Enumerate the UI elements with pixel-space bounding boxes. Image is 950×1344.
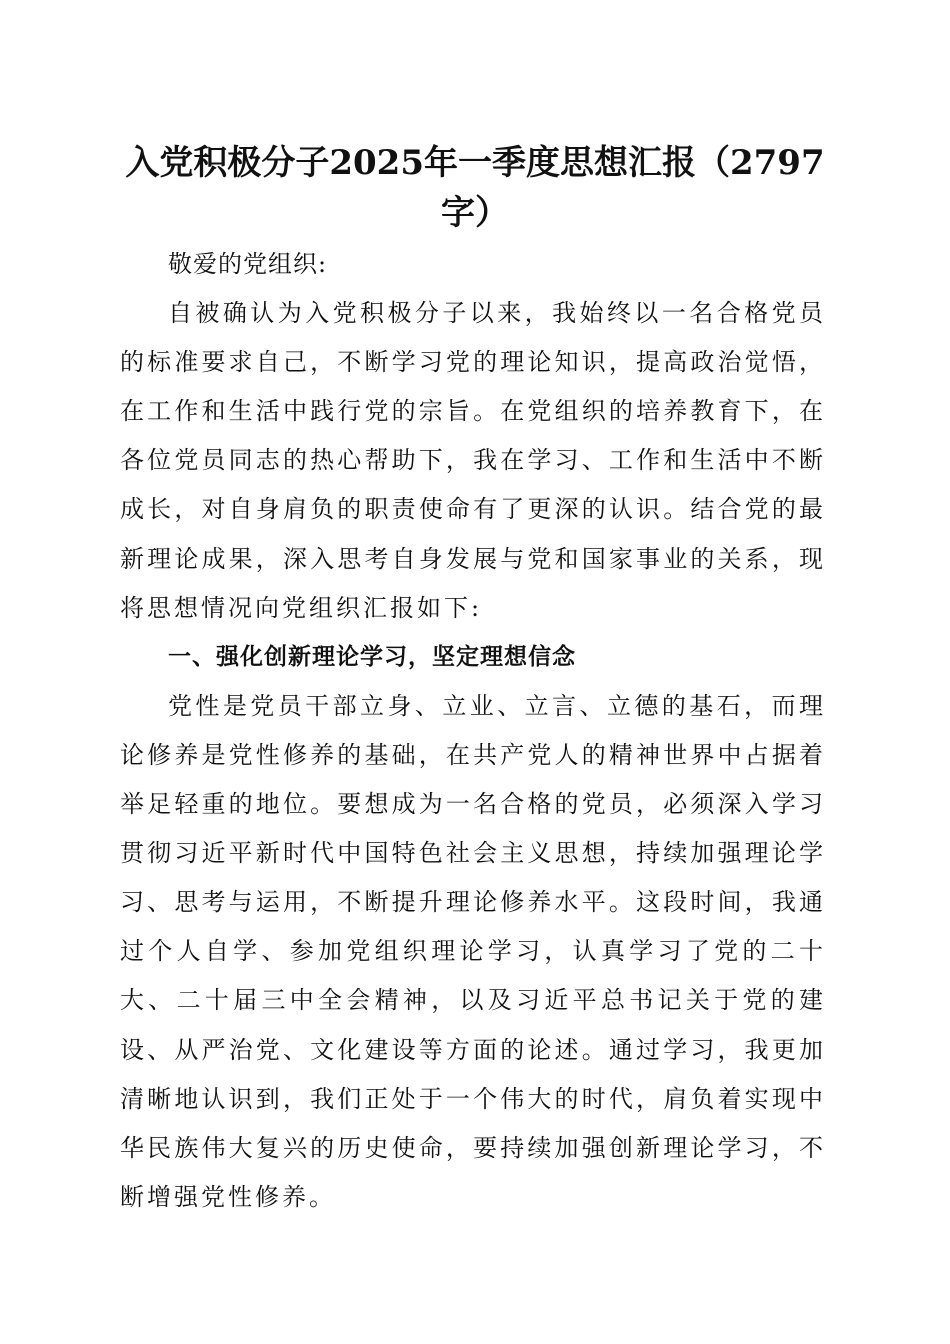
intro-paragraph: 自被确认为入党积极分子以来，我始终以一名合格党员的标准要求自己，不断学习党的理论知识，提高政治觉悟，在工作和生活中践行党的宗旨。在党组织的培养教育下，在各位党员同志的热心帮助下，我在学习、工作和生活中不断成长，对自身肩负的职责使命有了更深的认识。结合党的最新理论成果，深入思考自身发展与党和国家事业的关系，现将思想情况向党组织汇报如下:	[120, 299, 826, 622]
document-title: 入党积极分子2025年一季度思想汇报（2797字）	[125, 143, 825, 233]
document-body	[120, 240, 826, 1222]
section-heading: 一、强化创新理论学习，坚定理想信念	[168, 643, 576, 670]
section-paragraph: 党性是党员干部立身、立业、立言、立德的基石，而理论修养是党性修养的基础，在共产党人的精神世界中占据着举足轻重的地位。要想成为一名合格的党员，必须深入学习贯彻习近平新时代中国特色社会主义思想，持续加强理论学习、思考与运用，不断提升理论修养水平。这段时间，我通过个人自学、参加党组织理论学习，认真学习了党的二十大、二十届三中全会精神，以及习近平总书记关于党的建设、从严治党、文化建设等方面的论述。通过学习，我更加清晰地认识到，我们正处于一个伟大的时代，肩负着实现中华民族伟大复兴的历史使命，要持续加强创新理论学习，不断增强党性修养。	[120, 691, 826, 1211]
salutation: 敬爱的党组织:	[168, 250, 328, 278]
